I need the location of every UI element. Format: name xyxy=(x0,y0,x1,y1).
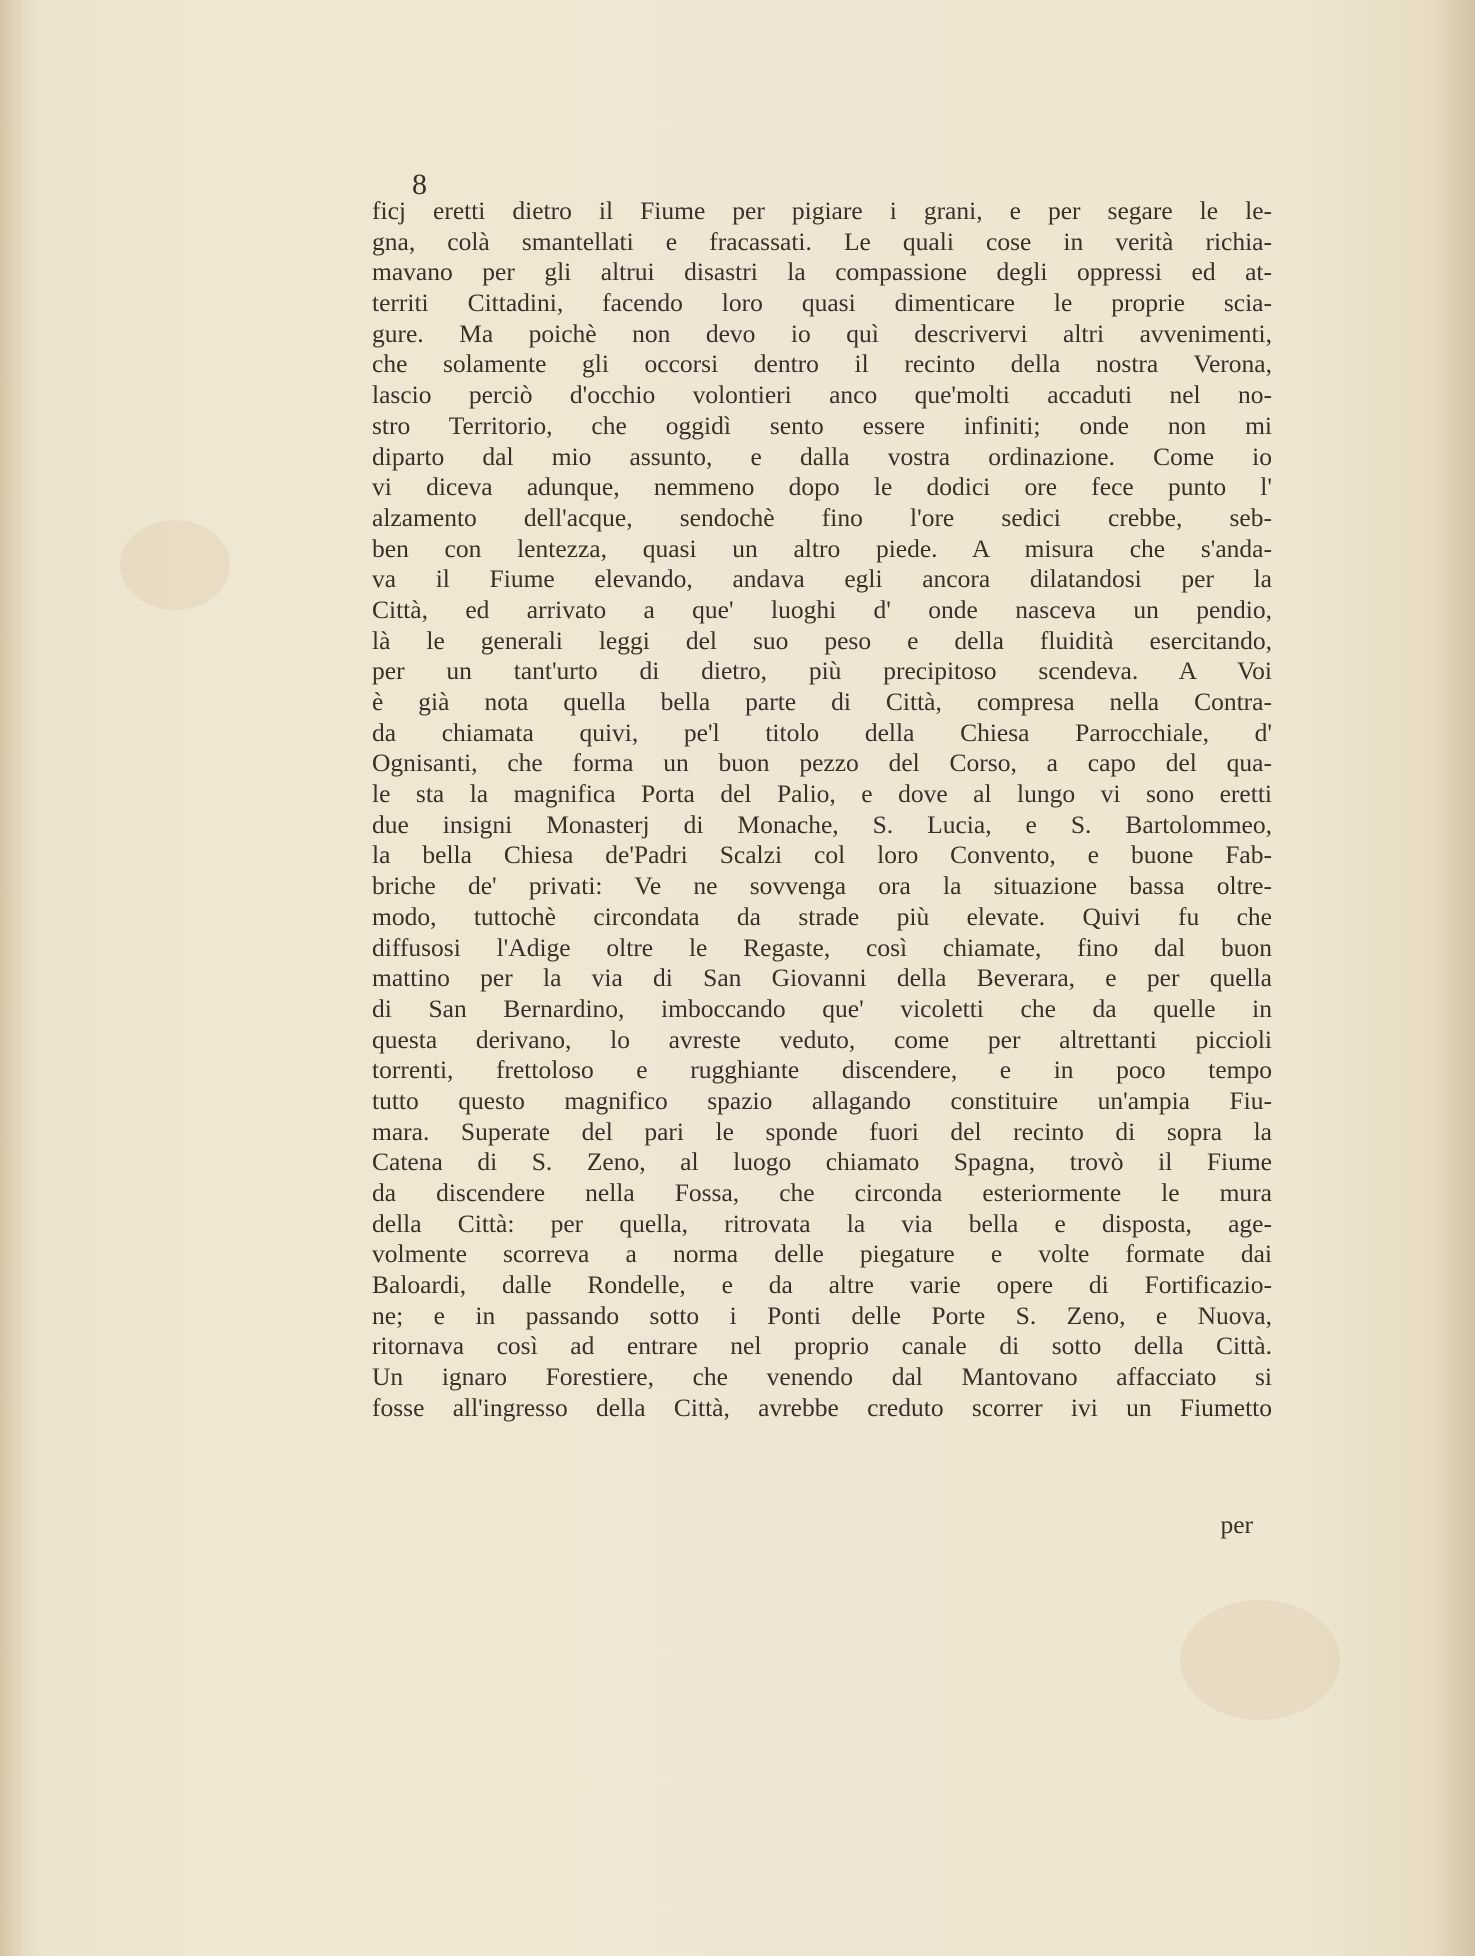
text-line: torrenti, frettoloso e rugghiante discendere, e in poco tempo xyxy=(372,1055,1272,1085)
text-line: tutto questo magnifico spazio allagando constituire un'ampia Fiu- xyxy=(372,1085,1272,1115)
text-line: fosse all'ingresso della Città, avrebbe creduto scorrer ivi un Fiumetto xyxy=(372,1392,1272,1422)
text-line: mattino per la via di San Giovanni della Beverara, e per quella xyxy=(372,963,1272,993)
text-line: da chiamata quivi, pe'l titolo della Chiesa Parrocchiale, d' xyxy=(372,717,1272,747)
page-binding-edge xyxy=(0,0,22,1956)
text-line: Ognisanti, che forma un buon pezzo del Corso, a capo del qua- xyxy=(372,748,1272,778)
text-line: Un ignaro Forestiere, che venendo dal Mantovano affacciato si xyxy=(372,1362,1272,1392)
text-line: diffusosi l'Adige oltre le Regaste, così chiamate, fino dal buon xyxy=(372,932,1272,962)
text-line: alzamento dell'acque, sendochè fino l'ore sedici crebbe, seb- xyxy=(372,502,1272,532)
text-line: due insigni Monasterj di Monache, S. Lucia, e S. Bartolommeo, xyxy=(372,809,1272,839)
paper-stain xyxy=(1180,1600,1340,1720)
text-line: le sta la magnifica Porta del Palio, e dove al lungo vi sono eretti xyxy=(372,779,1272,809)
text-line: questa derivano, lo avreste veduto, come per altrettanti piccioli xyxy=(372,1024,1272,1054)
text-line: briche de' privati: Ve ne sovvenga ora la situazione bassa oltre- xyxy=(372,871,1272,901)
text-line: gure. Ma poichè non devo io quì descrivervi altri avvenimenti, xyxy=(372,318,1272,348)
text-line: la bella Chiesa de'Padri Scalzi col loro Convento, e buone Fab- xyxy=(372,840,1272,870)
text-line: mara. Superate del pari le sponde fuori del recinto di sopra la xyxy=(372,1116,1272,1146)
text-line: ficj eretti dietro il Fiume per pigiare i grani, e per segare le le- xyxy=(372,196,1272,225)
text-line: vi diceva adunque, nemmeno dopo le dodici ore fece punto l' xyxy=(372,472,1272,502)
text-line: stro Territorio, che oggidì sento essere infiniti; onde non mi xyxy=(372,410,1272,440)
paper-stain xyxy=(120,520,230,610)
text-line: ben con lentezza, quasi un altro piede. A misura che s'anda- xyxy=(372,533,1272,563)
body-text xyxy=(372,196,1272,1424)
text-line: volmente scorreva a norma delle piegature e volte formate dai xyxy=(372,1239,1272,1269)
text-line: territi Cittadini, facendo loro quasi dimenticare le proprie scia- xyxy=(372,288,1272,318)
text-line: Città, ed arrivato a que' luoghi d' onde nasceva un pendio, xyxy=(372,594,1272,624)
text-line: per un tant'urto di dietro, più precipitoso scendeva. A Voi xyxy=(372,656,1272,686)
text-line: diparto dal mio assunto, e dalla vostra ordinazione. Come io xyxy=(372,441,1272,471)
page-number: 8 xyxy=(412,168,427,201)
text-line: di San Bernardino, imboccando que' vicoletti che da quelle in xyxy=(372,993,1272,1023)
text-line: che solamente gli occorsi dentro il recinto della nostra Verona, xyxy=(372,349,1272,379)
text-line: è già nota quella bella parte di Città, compresa nella Contra- xyxy=(372,687,1272,716)
text-line: mavano per gli altrui disastri la compassione degli oppressi ed at- xyxy=(372,257,1272,287)
page-right-edge xyxy=(1435,0,1475,1956)
text-line: ritornava così ad entrare nel proprio canale di sotto della Città. xyxy=(372,1331,1272,1361)
text-line: là le generali leggi del suo peso e della fluidità esercitando, xyxy=(372,625,1272,655)
text-line: Catena di S. Zeno, al luogo chiamato Spagna, trovò il Fiume xyxy=(372,1147,1272,1177)
text-line: della Città: per quella, ritrovata la via bella e disposta, age- xyxy=(372,1208,1272,1238)
text-line: gna, colà smantellati e fracassati. Le quali cose in verità richia- xyxy=(372,226,1272,256)
text-line: va il Fiume elevando, andava egli ancora dilatandosi per la xyxy=(372,564,1272,594)
text-line: ne; e in passando sotto i Ponti delle Porte S. Zeno, e Nuova, xyxy=(372,1300,1272,1330)
text-line: da discendere nella Fossa, che circonda esteriormente le mura xyxy=(372,1178,1272,1207)
catchword: per xyxy=(1220,1510,1253,1539)
text-line: modo, tuttochè circondata da strade più elevate. Quivi fu che xyxy=(372,901,1272,931)
text-line: lascio perciò d'occhio volontieri anco que'molti accaduti nel no- xyxy=(372,380,1272,410)
text-line: Baloardi, dalle Rondelle, e da altre varie opere di Fortificazio- xyxy=(372,1270,1272,1300)
